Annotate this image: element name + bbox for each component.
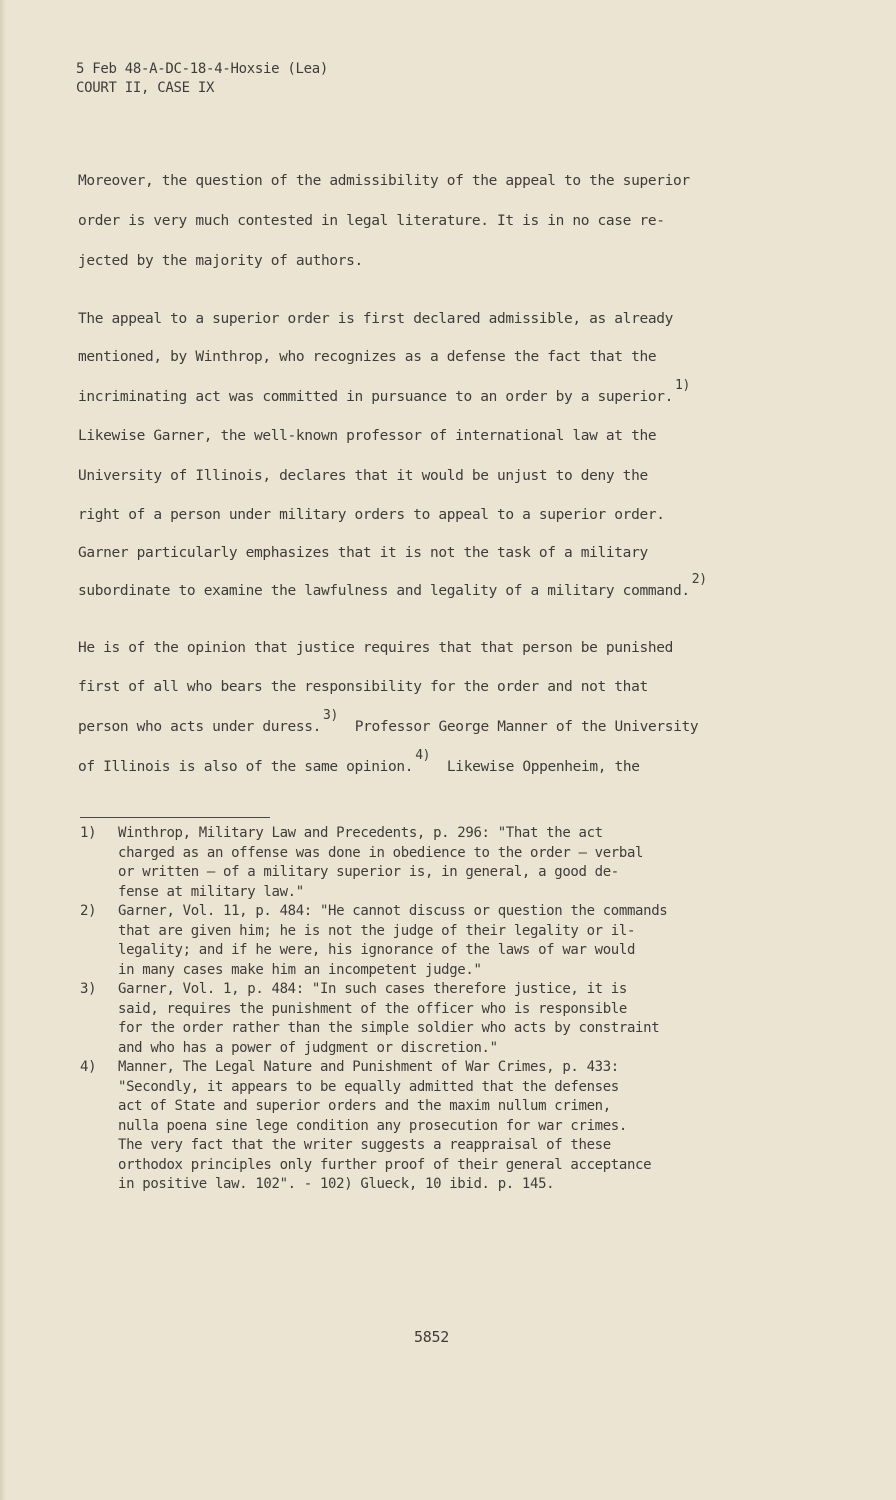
footnote-line: said, requires the punishment of the officer who is responsible bbox=[118, 1000, 627, 1017]
footnote-line: nulla poena sine lege condition any prosecution for war crimes. bbox=[118, 1117, 627, 1134]
body-line: of Illinois is also of the same opinion.4) Likewise Oppenheim, the bbox=[78, 748, 640, 775]
body-line: Moreover, the question of the admissibility of the appeal to the superior bbox=[78, 173, 690, 189]
footnote-reference: 2) bbox=[691, 572, 707, 587]
body-line: Garner particularly emphasizes that it is not the task of a military bbox=[78, 545, 648, 561]
footnote-line: and who has a power of judgment or discretion." bbox=[118, 1039, 498, 1056]
page-number: 5852 bbox=[414, 1328, 449, 1346]
footnote-line: for the order rather than the simple soldier who acts by constraint bbox=[118, 1020, 660, 1036]
footnote-number: 2) bbox=[80, 903, 97, 919]
footnote-line: Winthrop, Military Law and Precedents, p. 296: "That the act bbox=[118, 825, 603, 841]
footnote-3 bbox=[80, 980, 840, 1058]
footnote-line: in many cases make him an incompetent judge." bbox=[118, 961, 482, 978]
footnote-number: 1) bbox=[80, 825, 97, 841]
body-line: incriminating act was committed in pursuance to an order by a superior.1) bbox=[78, 378, 690, 405]
footnote-1 bbox=[80, 824, 840, 902]
body-line: The appeal to a superior order is first declared admissible, as already bbox=[78, 311, 673, 327]
header-court-line: COURT II, CASE IX bbox=[76, 80, 215, 96]
footnote-line: act of State and superior orders and the maxim nullum crimen, bbox=[118, 1098, 611, 1114]
body-line: first of all who bears the responsibility for the order and not that bbox=[78, 679, 648, 695]
body-line: mentioned, by Winthrop, who recognizes as a defense the fact that the bbox=[78, 349, 657, 365]
footnote-2 bbox=[80, 902, 840, 980]
body-line: Likewise Garner, the well-known professor of international law at the bbox=[78, 428, 657, 444]
footnote-line: that are given him; he is not the judge of their legality or il- bbox=[118, 922, 636, 939]
body-line: order is very much contested in legal literature. It is in no case re- bbox=[78, 213, 665, 229]
footnote-line: orthodox principles only further proof of their general acceptance bbox=[118, 1156, 652, 1173]
footnote-line: Garner, Vol. 11, p. 484: "He cannot discuss or question the commands bbox=[118, 903, 668, 919]
footnote-line: or written — of a military superior is, in general, a good de- bbox=[118, 864, 619, 880]
page-edge-shadow bbox=[0, 0, 6, 1500]
footnote-number: 3) bbox=[80, 981, 97, 997]
footnote-line: legality; and if he were, his ignorance of the laws of war would bbox=[118, 942, 636, 958]
document-header bbox=[76, 60, 328, 98]
body-line: person who acts under duress.3) Professor George Manner of the University bbox=[78, 708, 699, 735]
footnote-line: The very fact that the writer suggests a reappraisal of these bbox=[118, 1137, 611, 1153]
header-reference-line: 5 Feb 48-A-DC-18-4-Hoxsie (Lea) bbox=[76, 61, 328, 77]
body-line: He is of the opinion that justice requires that that person be punished bbox=[78, 640, 673, 656]
footnote-line: charged as an offense was done in obedience to the order — verbal bbox=[118, 844, 644, 861]
body-line: right of a person under military orders to appeal to a superior order. bbox=[78, 507, 665, 523]
footnote-number: 4) bbox=[80, 1059, 97, 1075]
body-line: subordinate to examine the lawfulness and legality of a military command.2) bbox=[78, 572, 707, 599]
footnotes bbox=[80, 824, 840, 1195]
footnote-line: in positive law. 102". - 102) Glueck, 10 ibid. p. 145. bbox=[118, 1176, 555, 1192]
footnote-line: "Secondly, it appears to be equally admitted that the defenses bbox=[118, 1078, 619, 1095]
footnote-line: Garner, Vol. 1, p. 484: "In such cases therefore justice, it is bbox=[118, 981, 627, 997]
footnote-line: fense at military law." bbox=[118, 883, 304, 900]
body-line: University of Illinois, declares that it would be unjust to deny the bbox=[78, 468, 648, 484]
body-line: jected by the majority of authors. bbox=[78, 253, 363, 269]
footnote-divider bbox=[80, 817, 270, 818]
footnote-reference: 4) bbox=[415, 748, 431, 763]
footnote-line: Manner, The Legal Nature and Punishment of War Crimes, p. 433: bbox=[118, 1059, 619, 1075]
footnote-4 bbox=[80, 1058, 840, 1195]
footnote-reference: 1) bbox=[674, 378, 690, 393]
footnote-reference: 3) bbox=[323, 708, 338, 723]
